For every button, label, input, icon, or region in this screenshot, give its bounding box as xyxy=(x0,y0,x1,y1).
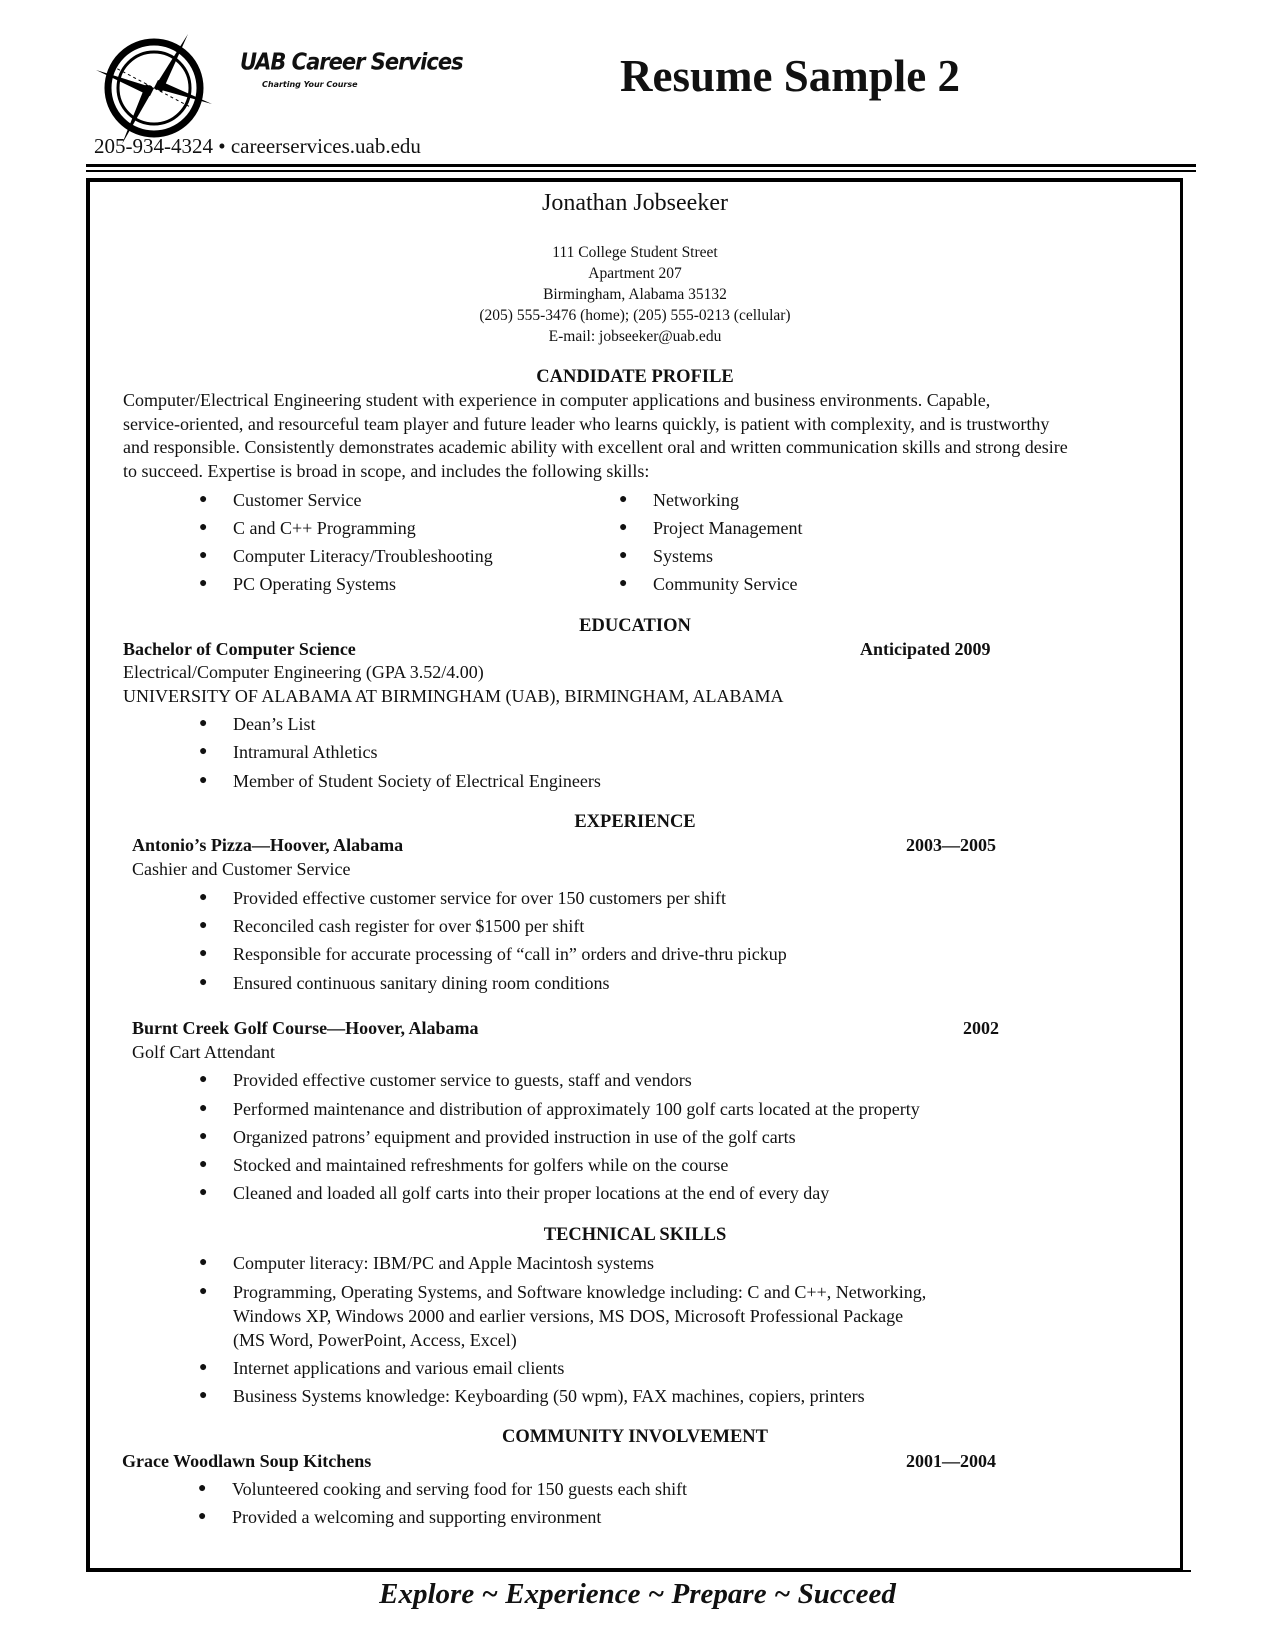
bullet-icon: ● xyxy=(199,1072,208,1087)
bullet-icon: ● xyxy=(198,1481,207,1496)
section-heading-education: EDUCATION xyxy=(579,616,691,636)
bullet-icon: ● xyxy=(199,946,208,961)
website-link[interactable]: careerservices.uab.edu xyxy=(230,134,421,158)
bullet-icon: ● xyxy=(619,492,628,507)
bullet-item: (MS Word, PowerPoint, Access, Excel) xyxy=(233,1330,517,1350)
bullet-icon: ● xyxy=(199,716,208,731)
employer: Burnt Creek Golf Course—Hoover, Alabama xyxy=(132,1018,479,1038)
organization: Grace Woodlawn Soup Kitchens xyxy=(122,1451,372,1471)
bullet-icon: ● xyxy=(199,890,208,905)
bullet-icon: ● xyxy=(198,1509,207,1524)
bullet-item: Computer literacy: IBM/PC and Apple Macintosh systems xyxy=(233,1253,654,1273)
bullet-icon: ● xyxy=(199,975,208,990)
phone: 205-934-4324 xyxy=(94,134,213,158)
bullet-icon: ● xyxy=(199,918,208,933)
address-line: Apartment 207 xyxy=(588,265,682,282)
bullet-icon: ● xyxy=(199,1185,208,1200)
bullet-item: C and C++ Programming xyxy=(233,518,416,538)
contact-line: 205-934-4324 • careerservices.uab.edu xyxy=(94,134,421,158)
school: UNIVERSITY OF ALABAMA AT BIRMINGHAM (UAB), BIRMINGHAM, ALABAMA xyxy=(123,686,784,706)
bullet-item: Stocked and maintained refreshments for golfers while on the course xyxy=(233,1155,729,1175)
page-title: Resume Sample 2 xyxy=(620,51,960,101)
degree: Bachelor of Computer Science xyxy=(123,639,356,659)
bullet-item: PC Operating Systems xyxy=(233,574,397,594)
divider xyxy=(86,164,1196,167)
bullet-item: Organized patrons’ equipment and provided instruction in use of the golf carts xyxy=(233,1127,796,1147)
bullet-item: Community Service xyxy=(653,574,798,594)
bullet-icon: ● xyxy=(199,520,208,535)
bullet-item: Intramural Athletics xyxy=(233,742,378,762)
job-date: 2002 xyxy=(963,1018,999,1038)
bullet-item: Programming, Operating Systems, and Software knowledge including: C and C++, Networking, xyxy=(233,1282,927,1302)
section-heading-profile: CANDIDATE PROFILE xyxy=(536,367,734,387)
bullet-item: Networking xyxy=(653,490,739,510)
bullet-item: Responsible for accurate processing of “call in” orders and drive-thru pickup xyxy=(233,944,787,964)
bullet-item: Customer Service xyxy=(233,490,362,510)
bullet-item: Dean’s List xyxy=(233,714,316,734)
bullet-item: Ensured continuous sanitary dining room conditions xyxy=(233,973,610,993)
bullet-icon: ● xyxy=(199,492,208,507)
bullet-item: Member of Student Society of Electrical Engineers xyxy=(233,771,601,791)
job-date: 2003—2005 xyxy=(906,835,996,855)
phone-line: (205) 555-3476 (home); (205) 555-0213 (cellular) xyxy=(479,307,791,324)
email-line: E-mail: jobseeker@uab.edu xyxy=(548,328,722,345)
bullet-icon: ● xyxy=(619,576,628,591)
divider xyxy=(86,170,1196,172)
job-role: Cashier and Customer Service xyxy=(132,859,351,879)
footer-motto: Explore ~ Experience ~ Prepare ~ Succeed xyxy=(379,1578,896,1610)
organization-date: 2001—2004 xyxy=(906,1451,996,1471)
bullet-item: Cleaned and loaded all golf carts into their proper locations at the end of every day xyxy=(233,1183,830,1203)
bullet-item: Project Management xyxy=(653,518,803,538)
major: Electrical/Computer Engineering (GPA 3.52/4.00) xyxy=(123,662,484,682)
job-role: Golf Cart Attendant xyxy=(132,1042,275,1062)
section-heading-experience: EXPERIENCE xyxy=(574,812,696,832)
bullet-icon: ● xyxy=(199,1101,208,1116)
bullet-item: Computer Literacy/Troubleshooting xyxy=(233,546,493,566)
address-line: Birmingham, Alabama 35132 xyxy=(543,286,727,303)
address-line: 111 College Student Street xyxy=(552,244,718,261)
bullet-item: Internet applications and various email clients xyxy=(233,1358,565,1378)
employer: Antonio’s Pizza—Hoover, Alabama xyxy=(132,835,404,855)
bullet-icon: ● xyxy=(199,1284,208,1299)
bullet-icon: ● xyxy=(199,576,208,591)
profile-text: service-oriented, and resourceful team player and future leader who learns quickly, is patient with complexity, and is trustworthy xyxy=(123,414,1050,434)
bullet-icon: ● xyxy=(199,744,208,759)
profile-text: and responsible. Consistently demonstrates academic ability with excellent oral and written communication skills and strong desire xyxy=(123,437,1068,457)
bullet-item: Provided effective customer service for over 150 customers per shift xyxy=(233,888,727,908)
bullet-icon: ● xyxy=(199,1360,208,1375)
bullet-icon: ● xyxy=(199,1388,208,1403)
bullet-icon: ● xyxy=(199,548,208,563)
profile-text: Computer/Electrical Engineering student with experience in computer applications and business environments. Capable, xyxy=(123,390,991,410)
bullet-icon: ● xyxy=(199,1157,208,1172)
degree-date: Anticipated 2009 xyxy=(860,639,991,659)
bullet-item: Business Systems knowledge: Keyboarding (50 wpm), FAX machines, copiers, printers xyxy=(233,1386,865,1406)
section-heading-technical: TECHNICAL SKILLS xyxy=(543,1225,727,1245)
compass-logo-icon xyxy=(92,26,242,146)
candidate-name: Jonathan Jobseeker xyxy=(542,190,728,216)
bullet-icon: ● xyxy=(199,773,208,788)
bullet-item: Volunteered cooking and serving food for 150 guests each shift xyxy=(232,1479,688,1499)
bullet-icon: ● xyxy=(619,548,628,563)
logo-text: UAB Career Services xyxy=(240,48,463,76)
bullet-item: Provided effective customer service to guests, staff and vendors xyxy=(233,1070,692,1090)
bullet-item: Systems xyxy=(653,546,714,566)
logo-tagline: Charting Your Course xyxy=(262,80,358,89)
bullet-item: Performed maintenance and distribution of approximately 100 golf carts located at the property xyxy=(233,1099,920,1119)
bullet-icon: ● xyxy=(199,1255,208,1270)
bullet-item: Reconciled cash register for over $1500 per shift xyxy=(233,916,585,936)
profile-text: to succeed. Expertise is broad in scope, and includes the following skills: xyxy=(123,461,650,481)
bullet-item: Windows XP, Windows 2000 and earlier versions, MS DOS, Microsoft Professional Package xyxy=(233,1306,904,1326)
bullet-item: Provided a welcoming and supporting environment xyxy=(232,1507,602,1527)
divider xyxy=(86,1570,1191,1572)
bullet-icon: ● xyxy=(619,520,628,535)
bullet-icon: ● xyxy=(199,1129,208,1144)
section-heading-community: COMMUNITY INVOLVEMENT xyxy=(501,1427,768,1447)
